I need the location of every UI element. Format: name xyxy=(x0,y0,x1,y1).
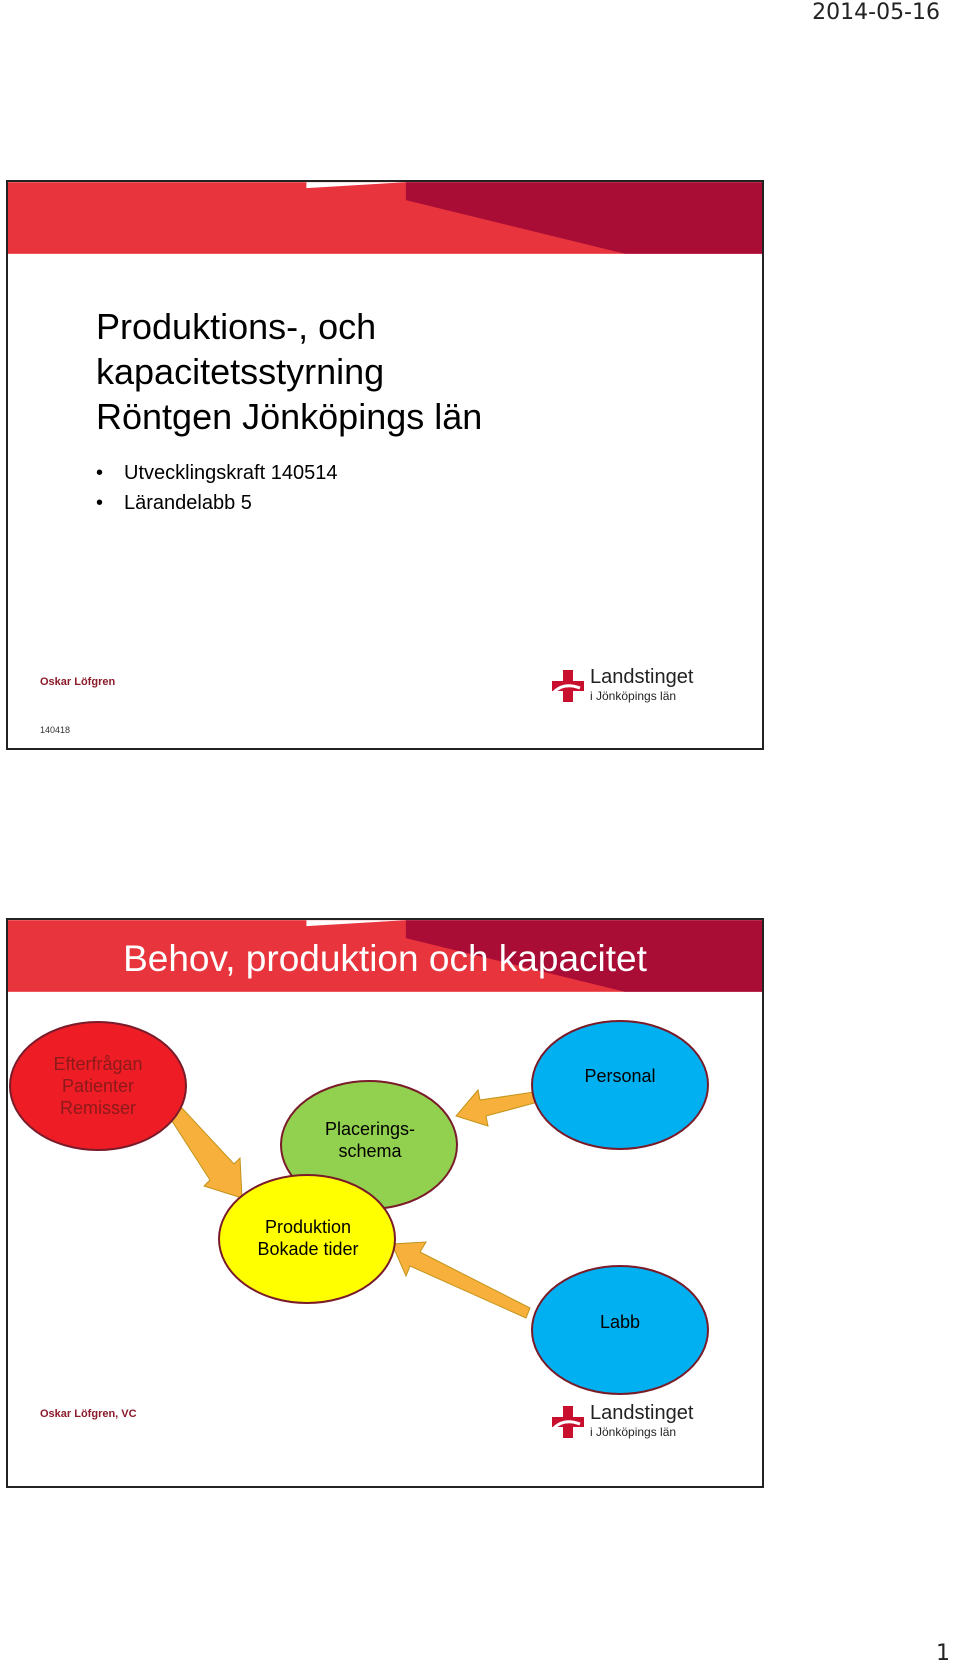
node-text: Placerings- xyxy=(324,1119,416,1139)
slide-banner xyxy=(8,182,762,254)
arrow-efterfragan-to-produktion xyxy=(170,1108,242,1198)
title-line: kapacitetsstyrning xyxy=(96,351,385,392)
page-number: 1 xyxy=(936,1641,950,1666)
slide-title xyxy=(6,180,764,750)
title-line: Produktions-, och xyxy=(96,306,377,347)
node-text: Bokade tider xyxy=(257,1239,359,1259)
bullet-item xyxy=(96,458,337,488)
author-name: Oskar Löfgren, VC xyxy=(40,1408,137,1420)
landstinget-cross-icon xyxy=(550,1404,586,1440)
logo-name: Landstinget xyxy=(590,1402,694,1424)
landstinget-logo xyxy=(550,1404,700,1444)
slide-title-text xyxy=(96,304,482,439)
node-produktion-label xyxy=(228,1208,388,1268)
slide-diagram xyxy=(6,918,764,1488)
bullet-text: Utvecklingskraft 140514 xyxy=(124,462,338,484)
bullet-icon: • xyxy=(96,492,104,514)
slide-title-text: Behov, produktion och kapacitet xyxy=(123,938,647,979)
landstinget-cross-icon xyxy=(550,668,586,704)
arrow-labb-to-produktion xyxy=(392,1242,530,1318)
node-efterfragan-label xyxy=(18,1036,178,1136)
slide-date: 140418 xyxy=(40,725,71,735)
page-date: 2014-05-16 xyxy=(812,0,940,25)
author-name: Oskar Löfgren xyxy=(40,676,116,688)
node-text: Personal xyxy=(584,1066,656,1086)
bullet-item xyxy=(96,488,337,518)
node-placering-label xyxy=(290,1110,450,1170)
node-text: Patienter xyxy=(61,1076,135,1096)
bullet-icon: • xyxy=(96,462,104,484)
node-text: Labb xyxy=(599,1312,641,1332)
node-personal-label xyxy=(540,1054,700,1098)
bullet-list xyxy=(96,458,337,518)
bullet-text: Lärandelabb 5 xyxy=(124,492,252,514)
node-labb-label xyxy=(540,1300,700,1344)
node-text: Produktion xyxy=(264,1217,352,1237)
node-text: Efterfrågan xyxy=(53,1054,143,1074)
logo-subtitle: i Jönköpings län xyxy=(590,689,677,703)
title-line: Röntgen Jönköpings län xyxy=(96,396,483,437)
node-text: Remisser xyxy=(59,1098,136,1118)
landstinget-logo xyxy=(550,668,700,708)
logo-name: Landstinget xyxy=(590,666,694,688)
logo-subtitle: i Jönköpings län xyxy=(590,1425,677,1439)
node-text: schema xyxy=(338,1141,402,1161)
arrow-personal-to-placering xyxy=(456,1090,538,1126)
